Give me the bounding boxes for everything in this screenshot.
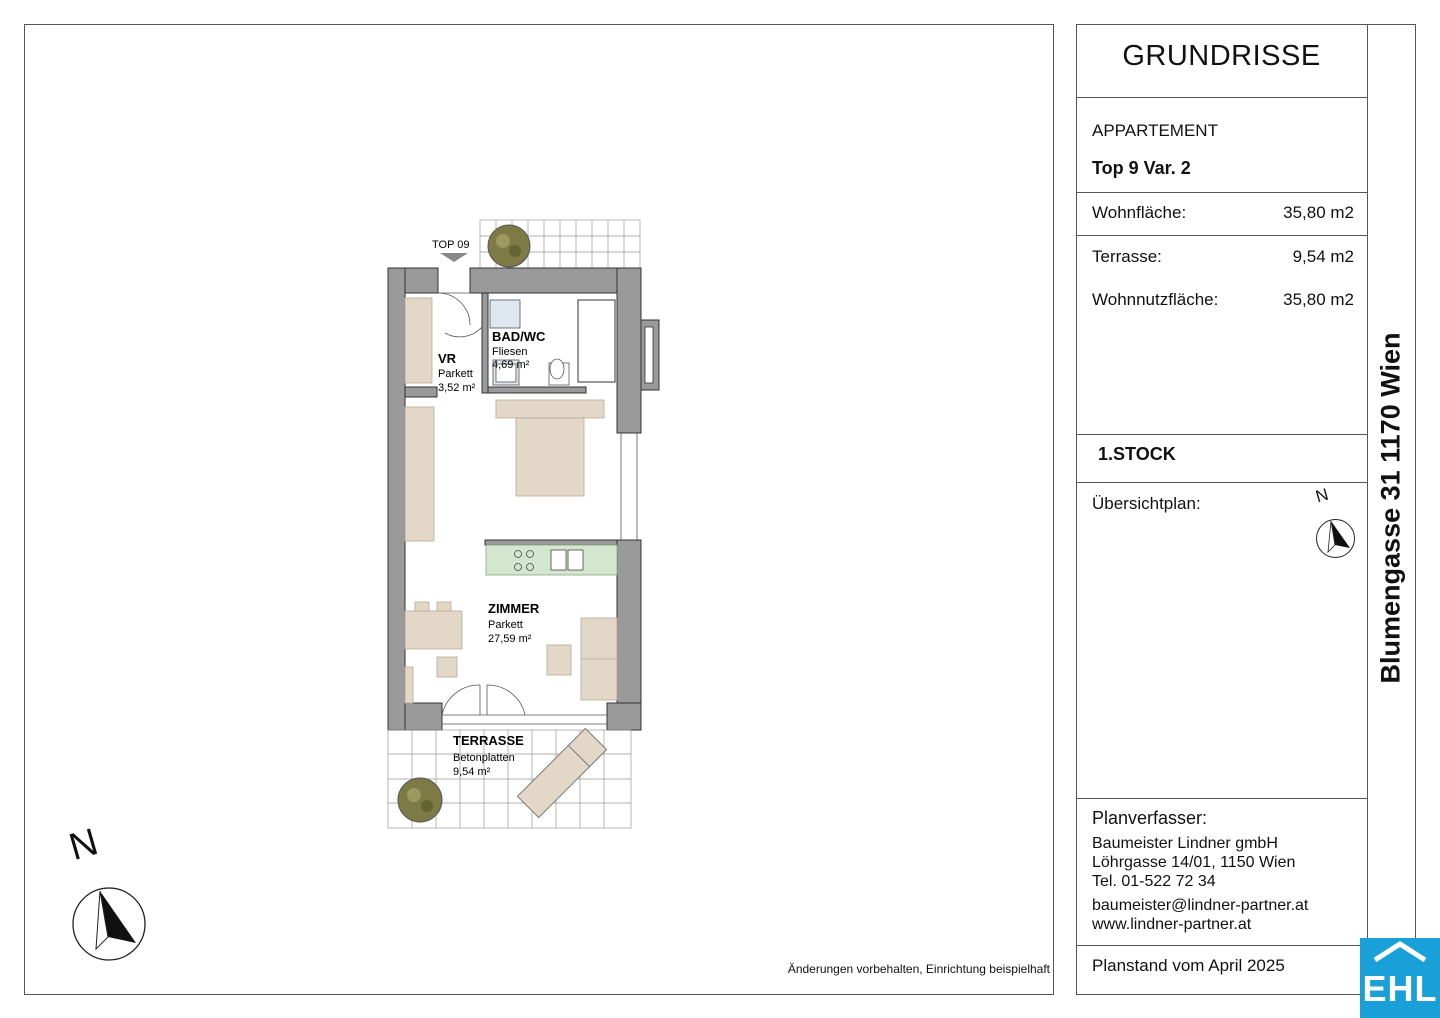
room-bad-name: BAD/WC <box>492 329 546 344</box>
room-vr-area: 3,52 m² <box>438 382 476 394</box>
plan-date: Planstand vom April 2025 <box>1092 956 1285 975</box>
area-value-wohnnutzflaeche: 35,80 m2 <box>1283 290 1354 309</box>
overview-label: Übersichtplan: <box>1092 494 1201 513</box>
disclaimer: Änderungen vorbehalten, Einrichtung beispielhaft <box>787 962 1050 976</box>
planner-email[interactable]: baumeister@lindner-partner.at <box>1092 897 1309 914</box>
kitchen-counter <box>486 545 617 575</box>
overview-compass-icon <box>1315 518 1356 559</box>
planner-web[interactable]: www.lindner-partner.at <box>1092 916 1252 933</box>
room-vr-material: Parkett <box>438 368 473 380</box>
compass-icon <box>70 885 148 963</box>
area-label-terrasse: Terrasse: <box>1092 247 1162 266</box>
entry-arrow-icon <box>440 253 468 262</box>
room-terrasse-area: 9,54 m² <box>453 766 491 778</box>
address-vertical: Blumengasse 31 1170 Wien <box>1375 332 1406 684</box>
room-terrasse-name: TERRASSE <box>453 733 524 748</box>
plant-icon <box>398 778 442 822</box>
floor-label: 1.STOCK <box>1098 444 1176 464</box>
room-bad-material: Fliesen <box>492 346 528 358</box>
overview-north-label: N <box>1313 484 1331 507</box>
room-vr-name: VR <box>438 351 457 366</box>
unit-name: Top 9 Var. 2 <box>1092 158 1191 178</box>
planner-phone: Tel. 01-522 72 34 <box>1092 873 1216 890</box>
area-value-terrasse: 9,54 m2 <box>1292 247 1354 266</box>
room-bad-area: 4,69 m² <box>492 359 530 371</box>
plant-icon <box>488 225 530 267</box>
planner-company: Baumeister Lindner gmbH <box>1092 835 1278 852</box>
entry-label: TOP 09 <box>432 239 470 251</box>
floor-plan <box>385 215 665 835</box>
house-roof-icon <box>1360 938 1440 968</box>
area-value-wohnflaeche: 35,80 m2 <box>1283 203 1354 222</box>
area-label-wohnnutzflaeche: Wohnnutzfläche: <box>1092 290 1219 309</box>
room-zimmer-name: ZIMMER <box>488 601 540 616</box>
sun-lounger <box>517 728 606 817</box>
room-zimmer-material: Parkett <box>488 619 523 631</box>
room-terrasse-material: Betonplatten <box>453 752 515 764</box>
north-label: N <box>64 821 103 869</box>
page-title: GRUNDRISSE <box>1122 40 1321 72</box>
room-zimmer-area: 27,59 m² <box>488 633 532 645</box>
planner-street: Löhrgasse 14/01, 1150 Wien <box>1092 854 1296 871</box>
ehl-logo <box>1360 938 1440 1018</box>
unit-type: APPARTEMENT <box>1092 121 1218 140</box>
area-label-wohnflaeche: Wohnfläche: <box>1092 203 1187 222</box>
logo-text: EHL <box>1362 968 1438 1009</box>
planner-heading: Planverfasser: <box>1092 808 1208 828</box>
